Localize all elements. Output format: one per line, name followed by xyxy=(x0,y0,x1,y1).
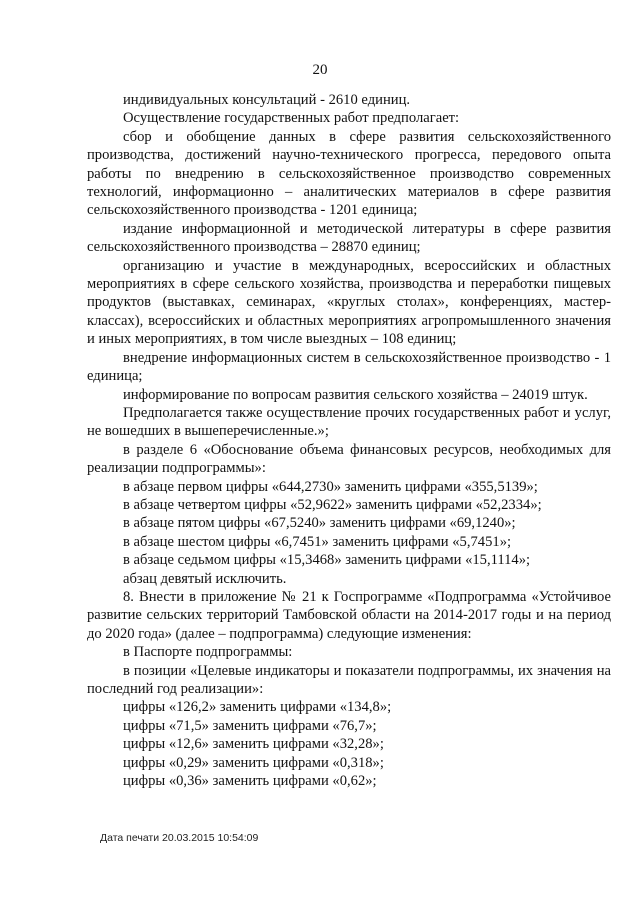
paragraph: издание информационной и методической литературы в сфере развития сельскохозяйственного производства – 28870 единиц; xyxy=(87,220,611,256)
paragraph: сбор и обобщение данных в сфере развития сельскохозяйственного производства, достижений научно-технического прогресса, передового опыта работы по внедрению в сельскохозяйственное производство современных технологий, информационно – аналитических материалов в сфере развития сельскохозяйственного производства - 1201 единица; xyxy=(87,128,611,219)
paragraph: в абзаце пятом цифры «67,5240» заменить цифрами «69,1240»; xyxy=(123,515,516,532)
paragraph: индивидуальных консультаций - 2610 единиц. xyxy=(123,92,411,108)
paragraph: организацию и участие в международных, всероссийских и областных мероприятиях в сфере сельского хозяйства, производства и переработки пищевых продуктов (выставках, семинарах, «круглых столах», конференциях, мастер-классах), всероссийских и областных мероприятиях агропромышленного значения и иных мероприятиях, в том числе выездных – 108 единиц; xyxy=(87,257,611,348)
paragraph: в абзаце шестом цифры «6,7451» заменить цифрами «5,7451»; xyxy=(123,533,512,550)
paragraph: цифры «0,29» заменить цифрами «0,318»; xyxy=(123,754,384,771)
paragraph: в абзаце седьмом цифры «15,3468» заменить цифрами «15,1114»; xyxy=(123,552,531,569)
paragraph: в абзаце первом цифры «644,2730» заменить цифрами «355,5139»; xyxy=(123,478,538,495)
page-number: 20 xyxy=(312,62,328,78)
paragraph: Осуществление государственных работ предполагает: xyxy=(123,110,460,127)
paragraph: 8. Внести в приложение № 21 к Госпрограмме «Подпрограмма «Устойчивое развитие сельских территорий Тамбовской области на 2014-2017 годы и на период до 2020 года» (далее – подпрограмма) следующие изменения: xyxy=(87,588,611,642)
paragraph: Предполагается также осуществление прочих государственных работ и услуг, не вошедших в вышеперечисленные.»; xyxy=(87,404,611,440)
paragraph: цифры «126,2» заменить цифрами «134,8»; xyxy=(123,699,392,716)
paragraph: в позиции «Целевые индикаторы и показатели подпрограммы, их значения на последний год реализации»: xyxy=(87,662,611,697)
paragraph: цифры «12,6» заменить цифрами «32,28»; xyxy=(123,736,384,753)
paragraph: внедрение информационных систем в сельскохозяйственное производство - 1 единица; xyxy=(87,349,611,385)
document-body xyxy=(87,91,611,790)
paragraph: в Паспорте подпрограммы: xyxy=(123,644,293,661)
paragraph: в разделе 6 «Обоснование объема финансовых ресурсов, необходимых для реализации подпрограммы»: xyxy=(87,441,611,477)
paragraph: цифры «0,36» заменить цифрами «0,62»; xyxy=(123,773,377,790)
paragraph: информирование по вопросам развития сельского хозяйства – 24019 штук. xyxy=(123,386,588,403)
print-date-footer: Дата печати 20.03.2015 10:54:09 xyxy=(100,832,259,844)
paragraph: в абзаце четвертом цифры «52,9622» заменить цифрами «52,2334»; xyxy=(123,496,542,513)
paragraph: абзац девятый исключить. xyxy=(123,570,287,587)
paragraph: цифры «71,5» заменить цифрами «76,7»; xyxy=(123,717,377,734)
